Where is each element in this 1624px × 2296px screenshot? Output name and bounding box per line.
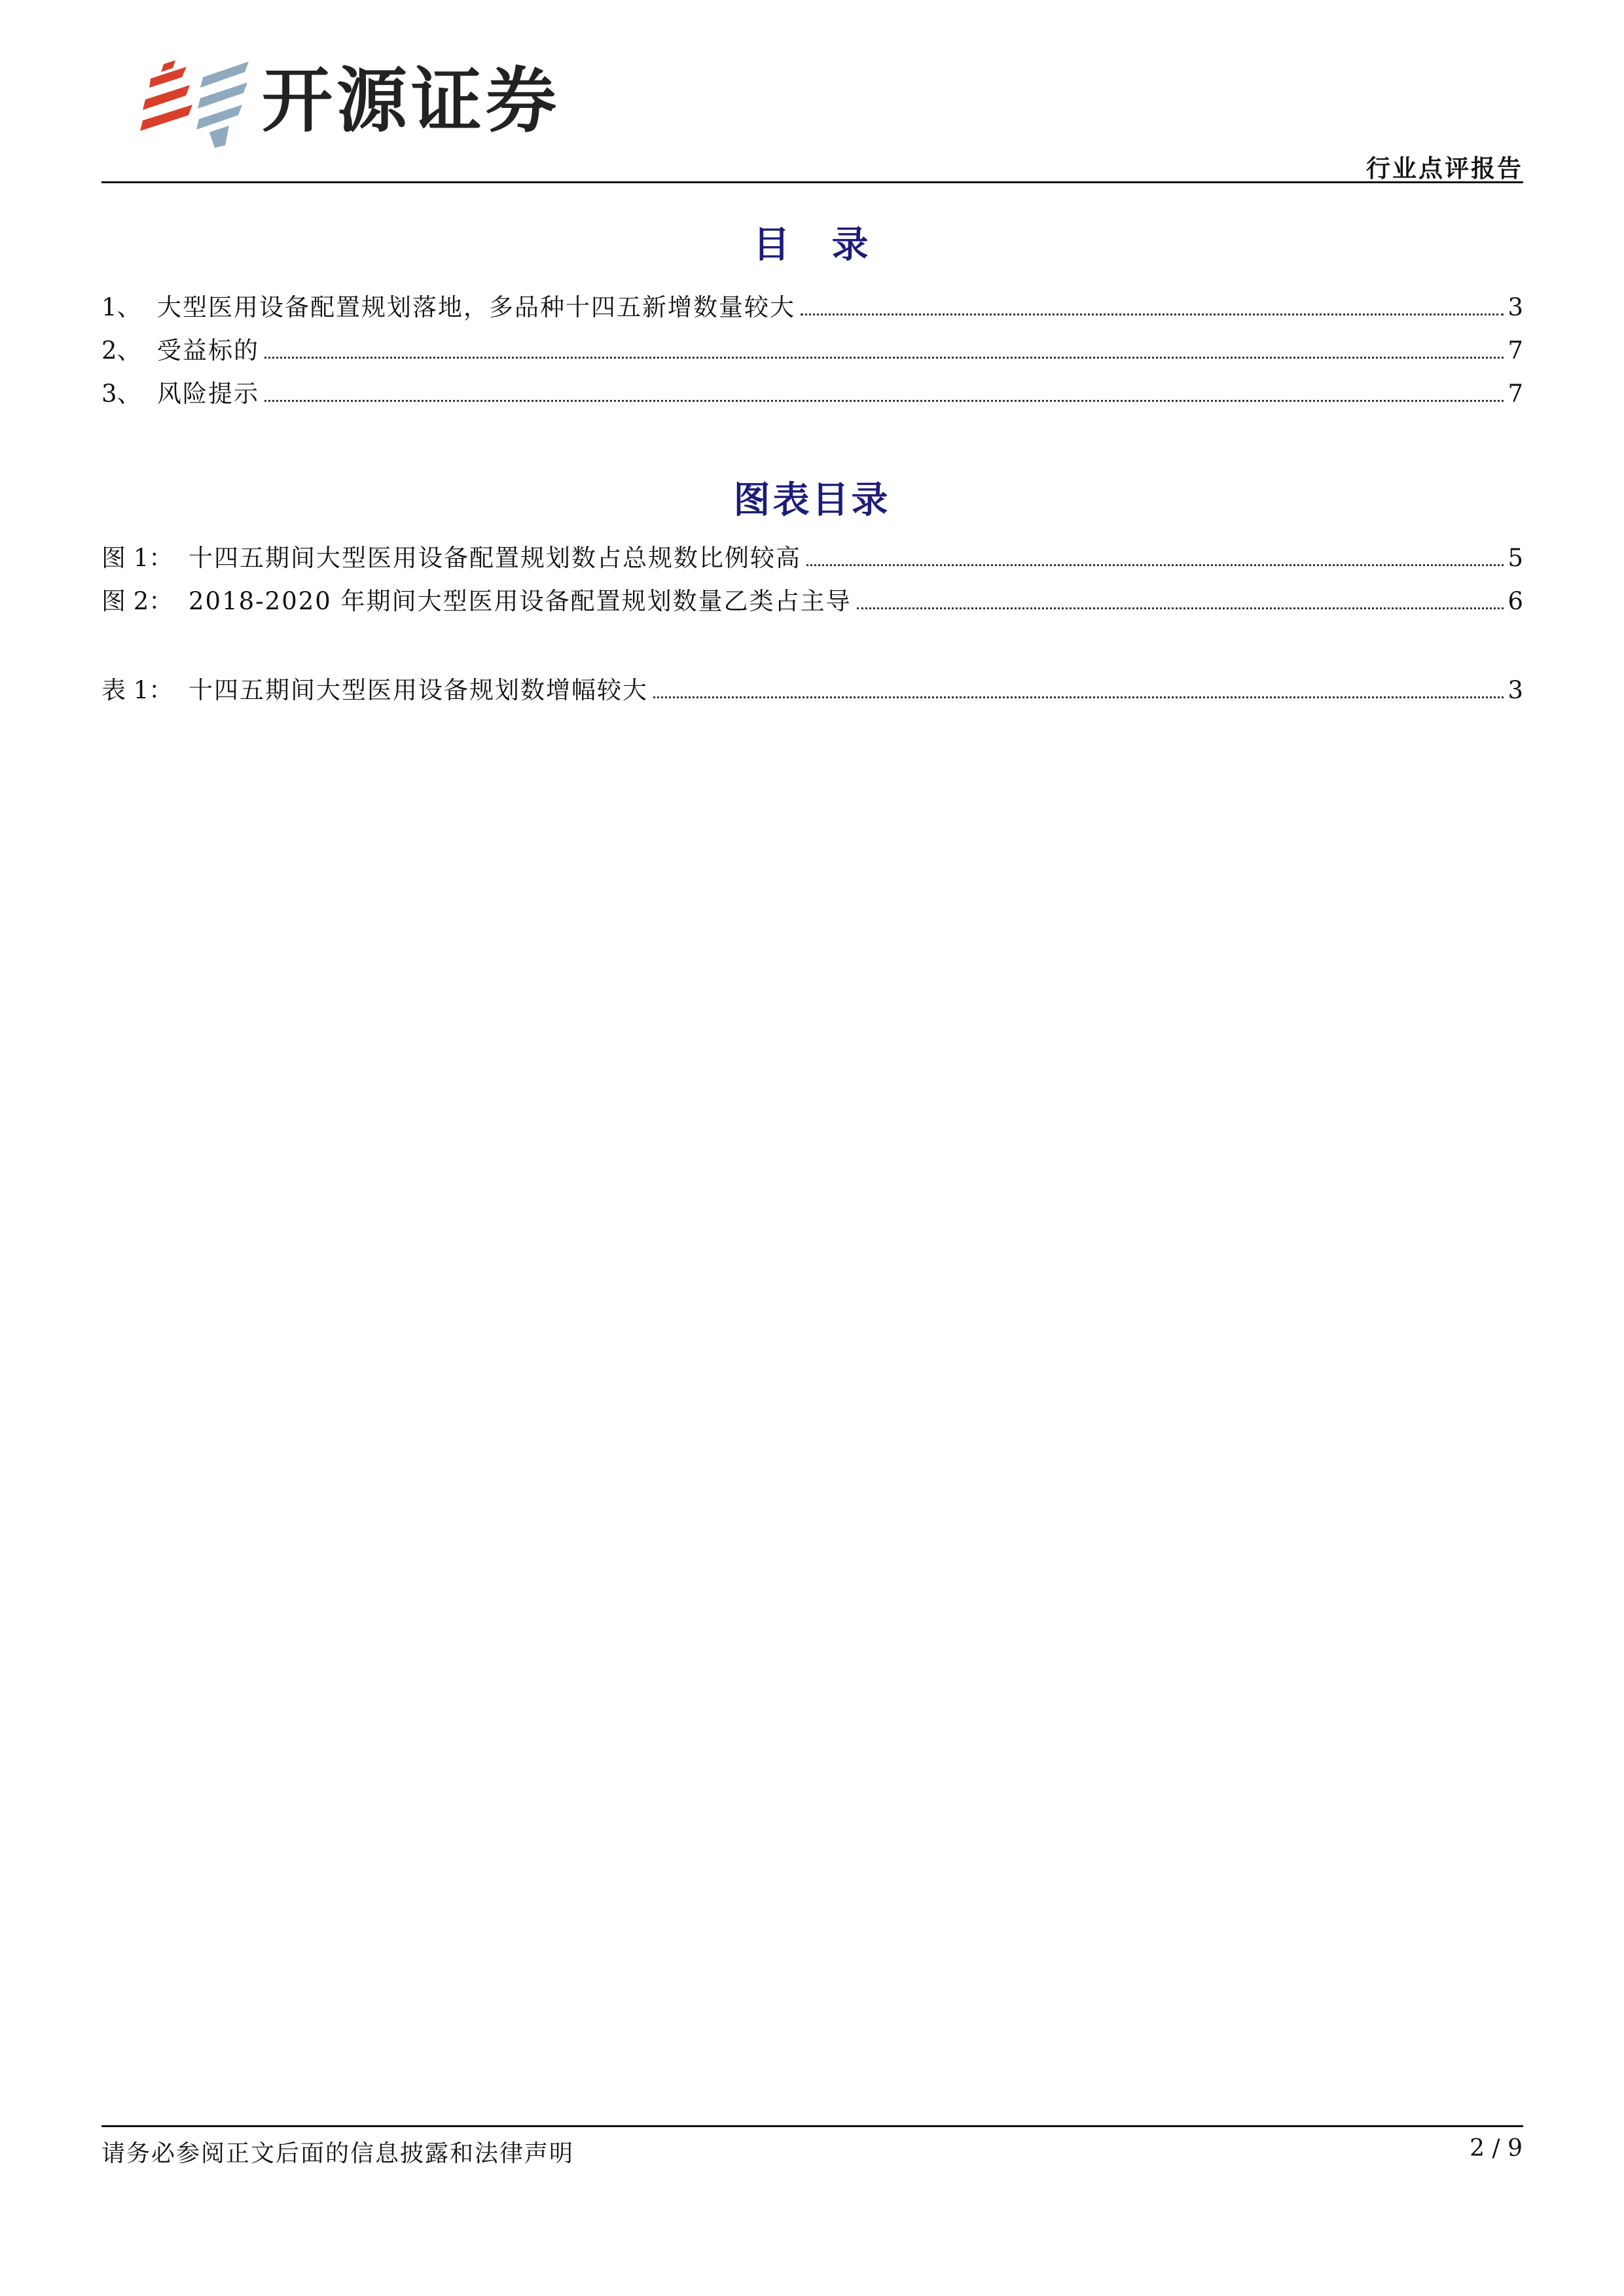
toc-title: 目 录 [753, 224, 871, 266]
table-item[interactable] [101, 669, 1523, 712]
toc-item-title: 受益标的 [157, 336, 259, 365]
figure-item-page: 5 [1507, 544, 1523, 572]
figure-item[interactable] [101, 537, 1523, 580]
toc-item-number: 2、 [101, 336, 141, 365]
toc-item[interactable] [101, 329, 1523, 372]
toc-item-number: 3、 [101, 380, 141, 408]
header-divider [101, 181, 1523, 183]
dot-leader [653, 696, 1504, 698]
footer-disclaimer: 请务必参阅正文后面的信息披露和法律声明 [101, 2140, 575, 2167]
table-item-page: 3 [1507, 676, 1523, 704]
toc-item-number: 1、 [101, 293, 141, 321]
figure-item-page: 6 [1507, 587, 1523, 615]
figure-toc-title: 图表目录 [733, 479, 891, 522]
toc-item[interactable] [101, 372, 1523, 416]
toc-item-page: 7 [1507, 380, 1523, 408]
table-list [101, 669, 1523, 712]
dot-leader [801, 314, 1504, 315]
figure-item-label: 图 1： [101, 544, 173, 572]
toc-item-title: 大型医用设备配置规划落地，多品种十四五新增数量较大 [157, 293, 795, 321]
toc-item-page: 7 [1507, 336, 1523, 365]
dot-leader [857, 607, 1504, 609]
brand-name: 开源证券 [262, 60, 561, 142]
figure-list [101, 537, 1523, 623]
dot-leader [264, 400, 1504, 402]
table-item-label: 表 1： [101, 676, 173, 704]
figure-item-label: 图 2： [101, 587, 173, 615]
toc-item-page: 3 [1507, 293, 1523, 321]
dot-leader [264, 357, 1504, 359]
figure-item[interactable] [101, 580, 1523, 623]
page-header [101, 46, 1523, 183]
toc-item[interactable] [101, 286, 1523, 329]
toc-list [101, 286, 1523, 416]
page-number: 2 / 9 [1470, 2135, 1523, 2162]
toc-item-title: 风险提示 [157, 380, 259, 408]
dot-leader [806, 564, 1504, 566]
figure-item-title: 2018-2020 年期间大型医用设备配置规划数量乙类占主导 [189, 587, 852, 615]
footer-divider [101, 2125, 1523, 2127]
table-item-title: 十四五期间大型医用设备规划数增幅较大 [189, 676, 648, 704]
report-type: 行业点评报告 [1366, 154, 1523, 183]
logo-icon [137, 52, 252, 151]
figure-item-title: 十四五期间大型医用设备配置规划数占总规数比例较高 [189, 544, 801, 572]
